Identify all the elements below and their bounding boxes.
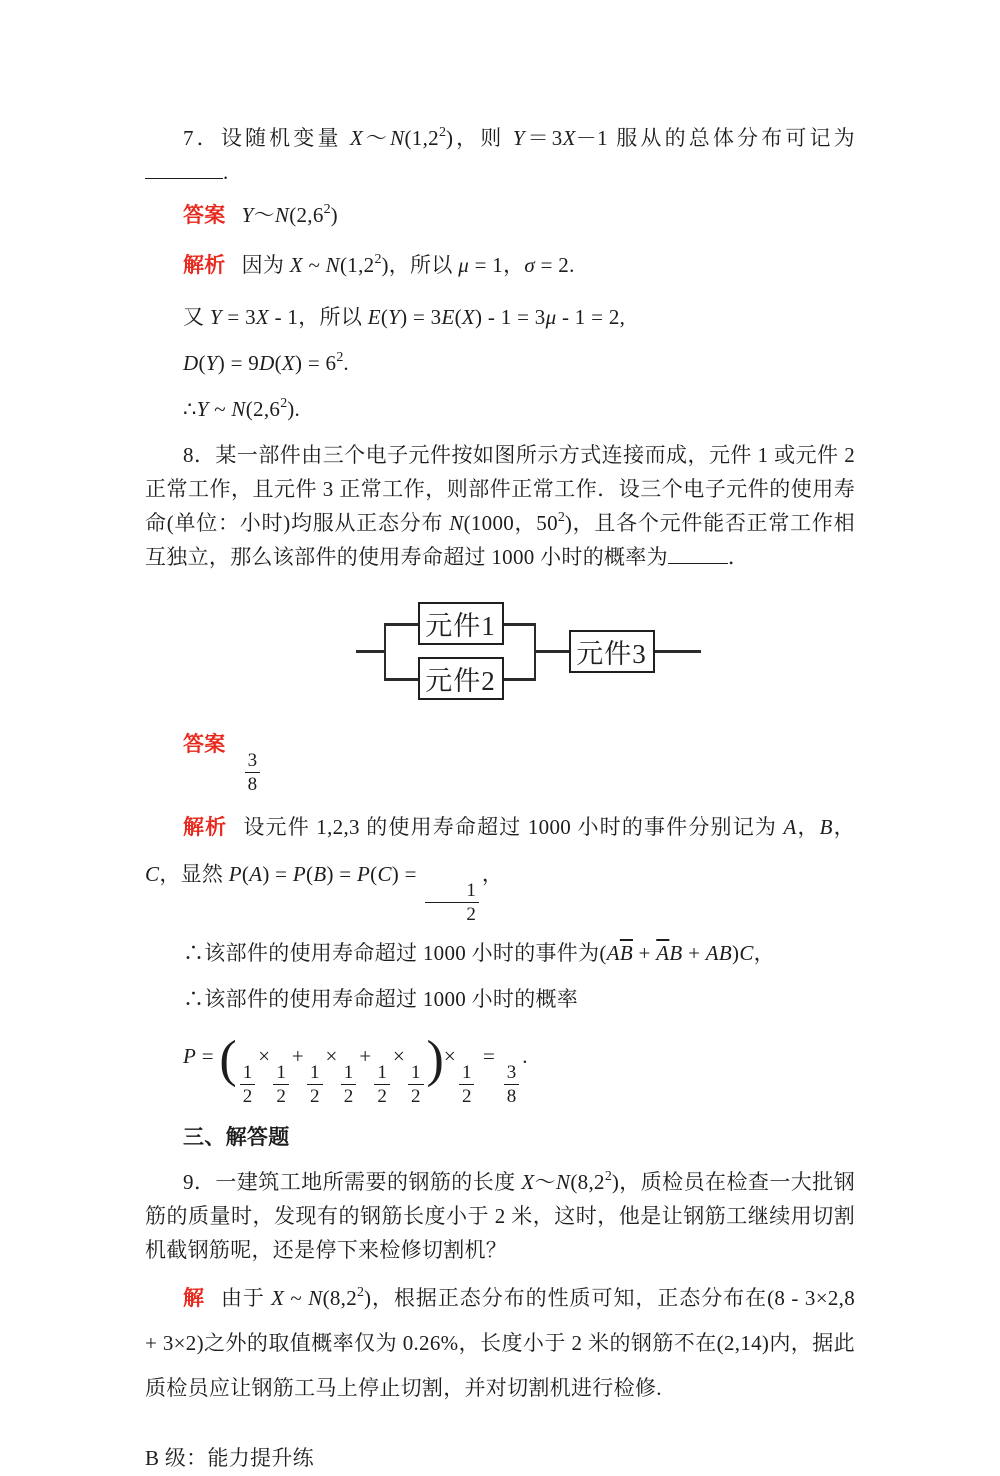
paragraph-section <box>145 1120 855 1155</box>
text: ) = 9 <box>217 351 260 375</box>
text: ． <box>727 545 750 569</box>
fraction-denominator: 2 <box>242 1085 253 1107</box>
math-text: B <box>313 861 327 886</box>
text: (8,2 <box>570 1170 605 1195</box>
text: 设元件 1,2,3 的使用寿命超过 1000 小时的事件分别记为 <box>243 814 784 839</box>
text: ， <box>753 940 775 965</box>
fraction-numerator: 3 <box>504 1063 520 1085</box>
fraction <box>273 1063 289 1107</box>
math-text: X <box>562 126 576 150</box>
wire-top-in <box>384 623 418 626</box>
text: ∴该部件的使用寿命超过 1000 小时的事件为( <box>183 940 607 965</box>
fraction <box>240 1063 256 1107</box>
math-text: X <box>521 1170 535 1195</box>
paragraph-problem <box>145 438 855 574</box>
text: ， <box>832 814 855 839</box>
fraction <box>504 1063 520 1107</box>
superscript: 2 <box>557 510 565 525</box>
circuit-diagram <box>356 590 701 718</box>
section-title: 三、解答题 <box>183 1126 290 1150</box>
math-text: E <box>367 305 381 329</box>
paragraph-solution <box>145 1276 855 1411</box>
text: ~ <box>302 253 326 277</box>
text: B 级：能力提升练 <box>145 1446 314 1471</box>
text: = 1， <box>469 253 525 277</box>
text: 9．一建筑工地所需要的钢筋的长度 <box>183 1170 522 1195</box>
text: )，质检员在检查一大批钢筋的质量时，发现有的钢筋长度小于 2 米，这时，他是让钢筋工继续用切割机截钢筋呢，还是停下来检修切割机？ <box>145 1170 855 1263</box>
math-text: Y <box>205 351 218 375</box>
fraction-numerator: 1 <box>341 1063 357 1085</box>
wire-left-lead <box>356 650 386 653</box>
paragraph-analysis <box>145 804 855 925</box>
text: ( <box>370 861 378 886</box>
paragraph-answer <box>145 727 855 795</box>
text: ~ <box>208 397 232 421</box>
big-parenthesis: ( <box>219 1030 237 1088</box>
text: ， <box>796 814 820 839</box>
text: (8,2 <box>322 1286 358 1311</box>
answer-blank <box>668 542 728 564</box>
wire-bottom-out <box>502 678 536 681</box>
math-text: A <box>606 940 620 965</box>
text: ∴该部件的使用寿命超过 1000 小时的概率 <box>183 986 579 1011</box>
text: (1,2 <box>404 126 439 150</box>
math-text: X <box>271 1286 285 1311</box>
math-text: Y <box>241 203 254 227</box>
text: × <box>443 1043 456 1068</box>
fraction-numerator: 1 <box>240 1063 256 1085</box>
text: . <box>223 160 229 184</box>
text: ). <box>287 397 301 421</box>
text: = <box>477 1043 501 1068</box>
text: (1000，50 <box>463 511 558 535</box>
text: 8．某一部件由三个电子元件按如图所示方式连接而成，元件 1 或元件 2 正常工作，且元件 3 正常工作，则部件正常工作．设三个电子元件的使用寿命(单位：小时)均服从正态分布 <box>145 443 855 535</box>
paragraph-equation <box>145 346 855 381</box>
text: ) = <box>262 861 293 886</box>
text: ) = 6 <box>295 351 337 375</box>
text: . <box>522 1043 528 1068</box>
text: )，且各个元件能否正常工作相互独立，那么该部件的使用寿命超过 1000 小时的概率为 <box>145 511 855 569</box>
text: ， <box>481 861 504 886</box>
math-text: E <box>441 305 455 329</box>
math-text: X <box>289 253 303 277</box>
big-parenthesis: ) <box>426 1030 444 1088</box>
text: 因为 <box>241 253 290 277</box>
component-3-label: 元件3 <box>576 639 647 669</box>
math-overbar: $\overline{A}$ <box>656 940 670 965</box>
math-text: X <box>255 305 270 329</box>
math-text: N <box>308 1286 323 1311</box>
text: + <box>291 1043 305 1068</box>
math-text: C <box>377 861 392 886</box>
math-text: A <box>249 861 263 886</box>
math-text: Y <box>512 126 525 150</box>
text: ) = <box>391 861 423 886</box>
fraction-numerator: 1 <box>408 1063 424 1085</box>
math-text: N <box>274 203 290 227</box>
paragraph-answer <box>145 198 855 233</box>
fraction-numerator: 1 <box>459 1063 475 1085</box>
paragraph-level <box>145 1441 855 1476</box>
text: + <box>682 940 706 965</box>
math-text: B <box>819 814 833 839</box>
component-2-label: 元件2 <box>425 666 496 696</box>
text: + <box>632 940 657 965</box>
math-text: D <box>183 351 199 375</box>
fraction <box>245 751 261 795</box>
math-text: AB <box>705 940 733 965</box>
math-text: B <box>669 940 683 965</box>
text: - 1 = 2, <box>556 305 626 329</box>
paragraph-equation <box>145 982 855 1017</box>
fraction-numerator: 1 <box>374 1063 390 1085</box>
text: ( <box>241 861 250 886</box>
fraction <box>307 1063 323 1107</box>
text: ~ <box>284 1286 309 1311</box>
fraction-denominator: 8 <box>247 774 258 796</box>
math-text: A <box>783 814 797 839</box>
text: －1 服从的总体分布可记为 <box>575 126 855 150</box>
superscript: 2 <box>604 1169 612 1185</box>
answer-label: 答案 <box>183 733 226 756</box>
text: ，显然 <box>159 861 229 886</box>
text: ( <box>380 305 389 329</box>
superscript: 2 <box>336 350 344 365</box>
wire-split-vertical <box>384 623 387 680</box>
fraction <box>341 1063 357 1107</box>
math-text: Y <box>209 305 222 329</box>
analysis-label: 解析 <box>183 815 228 839</box>
math-text: N <box>556 1170 571 1195</box>
paragraph-analysis <box>145 242 855 289</box>
text: ) = <box>326 861 358 886</box>
fraction-denominator: 2 <box>466 904 476 926</box>
paragraph-problem <box>145 121 855 189</box>
superscript: 2 <box>323 202 331 217</box>
paragraph-equation <box>145 392 855 427</box>
document-body <box>145 121 855 1476</box>
fraction <box>425 881 479 925</box>
component-box-3 <box>569 630 655 673</box>
text: )，所以 <box>381 253 459 277</box>
paragraph-formula <box>145 1029 855 1107</box>
text: ～ <box>253 203 275 227</box>
fraction-numerator: 1 <box>307 1063 323 1085</box>
wire-top-out <box>502 623 536 626</box>
math-text: μ <box>545 305 557 329</box>
text: × <box>258 1043 271 1068</box>
math-overbar: $\overline{B}$ <box>619 940 633 965</box>
math-text: X <box>281 351 295 375</box>
text: (2,6 <box>289 203 324 227</box>
fraction-denominator: 2 <box>343 1085 354 1107</box>
text: ～ <box>363 126 391 150</box>
text: ) <box>330 203 338 227</box>
text: ( <box>274 351 282 375</box>
math-text: N <box>231 397 246 421</box>
math-text: Y <box>388 305 401 329</box>
answer-label: 答案 <box>183 204 226 227</box>
fraction-denominator: 2 <box>411 1085 421 1107</box>
text: ＝3 <box>524 126 563 150</box>
fraction-denominator: 2 <box>461 1085 472 1107</box>
text: ( <box>454 305 462 329</box>
paragraph-equation <box>145 300 855 335</box>
superscript: 2 <box>438 125 446 140</box>
solution-label: 解 <box>183 1287 205 1311</box>
text: ) - 1 = 3 <box>475 305 546 329</box>
text: ( <box>198 351 206 375</box>
math-text: N <box>325 253 340 277</box>
text: (2,6 <box>245 397 281 421</box>
component-1-label: 元件1 <box>425 611 496 641</box>
wire-middle <box>534 650 569 653</box>
fraction-denominator: 8 <box>506 1085 517 1107</box>
text: + <box>359 1043 372 1068</box>
math-text: C <box>145 861 160 886</box>
analysis-label: 解析 <box>183 254 226 277</box>
math-text: C <box>739 940 754 965</box>
text: ( <box>306 861 314 886</box>
text: × <box>392 1043 405 1068</box>
text: - 1，所以 <box>269 305 368 329</box>
component-box-2 <box>418 657 504 700</box>
math-text: D <box>259 351 275 375</box>
text: × <box>325 1043 338 1068</box>
math-text: P <box>292 861 307 886</box>
fraction <box>374 1063 390 1107</box>
fraction-numerator: 3 <box>245 751 261 773</box>
fraction-numerator: 1 <box>425 881 479 903</box>
math-text: Y <box>196 397 209 421</box>
paragraph-equation <box>145 936 855 971</box>
superscript: 2 <box>374 252 382 267</box>
superscript: 2 <box>280 396 288 411</box>
fraction-denominator: 2 <box>310 1085 320 1107</box>
fraction <box>459 1063 475 1107</box>
math-text: μ <box>458 253 470 277</box>
text: ) = 3 <box>400 305 442 329</box>
wire-bottom-in <box>384 678 418 681</box>
text: ) <box>732 940 740 965</box>
math-text: N <box>449 511 464 535</box>
text: (1,2 <box>339 253 375 277</box>
text: )，则 <box>445 126 513 150</box>
fraction-denominator: 2 <box>377 1085 387 1107</box>
math-text: P <box>228 861 242 886</box>
text: = <box>196 1043 220 1068</box>
math-text: P <box>183 1043 197 1068</box>
text: 由于 <box>220 1286 272 1311</box>
fraction-denominator: 2 <box>276 1085 286 1107</box>
math-text: X <box>350 126 364 150</box>
text: )，根据正态分布的性质可知，正态分布在(8 - 3×2,8 + 3×2)之外的取值概率仅为 0.26%，长度小于 2 米的钢筋不在(2,14)内，据此质检员应让钢筋工马上停止切割，并对切割机进行检修. <box>145 1286 855 1401</box>
text: 7．设随机变量 <box>183 126 351 150</box>
component-box-1 <box>418 602 504 645</box>
text: 又 <box>183 305 210 329</box>
math-text: σ <box>524 253 536 277</box>
wire-right-lead <box>655 650 701 653</box>
fraction <box>408 1063 424 1107</box>
math-text: P <box>357 861 371 886</box>
text: . <box>343 351 349 375</box>
fraction-numerator: 1 <box>273 1063 289 1085</box>
paragraph-problem <box>145 1165 855 1267</box>
answer-blank <box>145 157 223 179</box>
text: ∴ <box>183 397 197 421</box>
text: = 2. <box>535 253 575 277</box>
text: ～ <box>534 1170 557 1195</box>
math-text: X <box>461 305 476 329</box>
text: = 3 <box>221 305 256 329</box>
superscript: 2 <box>357 1285 365 1301</box>
math-text: N <box>390 126 405 150</box>
